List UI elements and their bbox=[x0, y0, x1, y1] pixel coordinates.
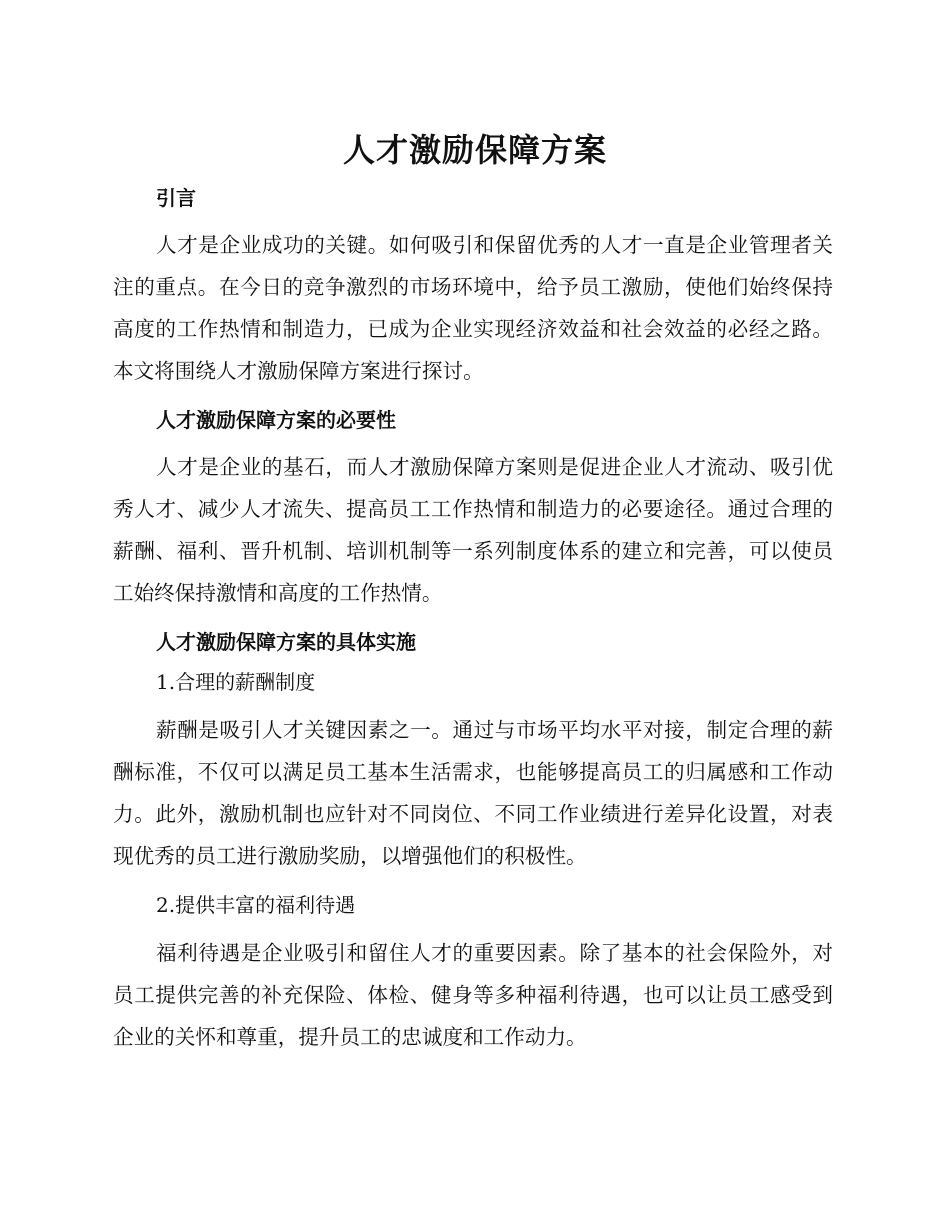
subsection-heading-salary: 1.合理的薪酬制度 bbox=[156, 670, 316, 694]
section-heading-intro: 引言 bbox=[156, 186, 196, 210]
paragraph-intro: 人才是企业成功的关键。如何吸引和保留优秀的人才一直是企业管理者关注的重点。在今日的竞争激烈的市场环境中，给予员工激励，使他们始终保持高度的工作热情和制造力，已成为企业实现经济效益和社会效益的必经之路。本文将围绕人才激励保障方案进行探讨。 bbox=[113, 233, 833, 383]
paragraph-welfare: 福利待遇是企业吸引和留住人才的重要因素。除了基本的社会保险外，对员工提供完善的补充保险、体检、健身等多种福利待遇，也可以让员工感受到企业的关怀和尊重，提升员工的忠诚度和工作动力。 bbox=[113, 941, 833, 1049]
subsection-heading-welfare: 2.提供丰富的福利待遇 bbox=[156, 893, 356, 917]
document-body bbox=[113, 176, 833, 1072]
section-heading-necessity: 人才激励保障方案的必要性 bbox=[156, 408, 396, 432]
paragraph-necessity: 人才是企业的基石，而人才激励保障方案则是促进企业人才流动、吸引优秀人才、减少人才流失、提高员工工作热情和制造力的必要途径。通过合理的薪酬、福利、晋升机制、培训机制等一系列制度体系的建立和完善，可以使员工始终保持激情和高度的工作热情。 bbox=[113, 455, 833, 605]
section-heading-implementation: 人才激励保障方案的具体实施 bbox=[156, 630, 416, 654]
paragraph-salary: 薪酬是吸引人才关键因素之一。通过与市场平均水平对接，制定合理的薪酬标准，不仅可以满足员工基本生活需求，也能够提高员工的归属感和工作动力。此外，激励机制也应针对不同岗位、不同工作业绩进行差异化设置，对表现优秀的员工进行激励奖励，以增强他们的积极性。 bbox=[113, 718, 833, 868]
document-title: 人才激励保障方案 bbox=[342, 131, 607, 169]
